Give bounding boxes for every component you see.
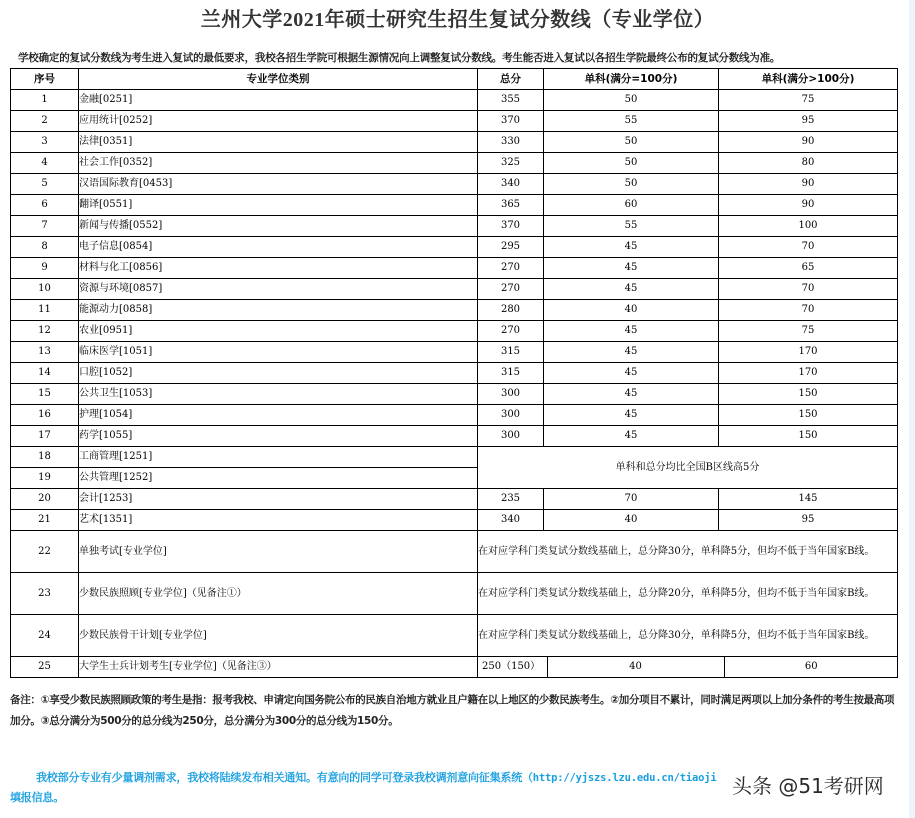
row-single-100: 45 — [544, 426, 719, 447]
row-total: 340 — [478, 510, 544, 531]
row-rule-note: 在对应学科门类复试分数线基础上，总分降20分，单科降5分，但均不低于当年国家B线。 — [478, 573, 898, 615]
row-no: 16 — [11, 405, 79, 426]
table-row — [11, 216, 898, 237]
row-no: 25 — [11, 657, 79, 678]
header-no: 序号 — [11, 69, 79, 90]
merged-note-cell: 单科和总分均比全国B区线高5分 — [478, 447, 898, 489]
table-row — [11, 258, 898, 279]
row-single-gt100: 170 — [719, 342, 898, 363]
row-category: 电子信息[0854] — [79, 237, 478, 258]
row-total: 270 — [478, 321, 544, 342]
row-single-gt100: 145 — [719, 489, 898, 510]
table-row — [11, 426, 898, 447]
row-no: 9 — [11, 258, 79, 279]
row-category: 少数民族照顾[专业学位]（见备注①） — [79, 573, 478, 615]
row-no: 18 — [11, 447, 79, 468]
row-single-100: 45 — [544, 321, 719, 342]
notice-tail: 填报信息。 — [10, 791, 64, 804]
row-no: 23 — [11, 573, 79, 615]
table-row — [11, 321, 898, 342]
row-no: 5 — [11, 174, 79, 195]
row-no: 17 — [11, 426, 79, 447]
row-single-gt100: 70 — [719, 237, 898, 258]
table-row — [11, 279, 898, 300]
row-total: 330 — [478, 132, 544, 153]
row-rule-note: 在对应学科门类复试分数线基础上，总分降30分，单科降5分，但均不低于当年国家B线。 — [478, 615, 898, 657]
row-category: 法律[0351] — [79, 132, 478, 153]
row-scores-group — [478, 657, 898, 678]
row-total: 250（150） — [482, 661, 541, 672]
row-category: 工商管理[1251] — [79, 447, 478, 468]
row-single-100: 45 — [544, 363, 719, 384]
row-total: 365 — [478, 195, 544, 216]
row-total: 300 — [478, 384, 544, 405]
row-category: 新闻与传播[0552] — [79, 216, 478, 237]
table-row — [11, 531, 898, 573]
row-single-gt100: 90 — [719, 174, 898, 195]
table-row — [11, 342, 898, 363]
row-no: 1 — [11, 90, 79, 111]
notice-text: 我校部分专业有少量调剂需求，我校将陆续发布相关通知。有意向的同学可登录我校调剂意向征集系统（ — [36, 771, 533, 784]
table-row — [11, 153, 898, 174]
row-single-gt100: 65 — [719, 258, 898, 279]
row-no: 20 — [11, 489, 79, 510]
row-single-100: 45 — [544, 279, 719, 300]
table-row — [11, 447, 898, 468]
row-no: 2 — [11, 111, 79, 132]
row-single-100: 50 — [544, 153, 719, 174]
row-single-100: 60 — [544, 195, 719, 216]
table-row — [11, 195, 898, 216]
row-total: 235 — [478, 489, 544, 510]
row-category: 临床医学[1051] — [79, 342, 478, 363]
row-category: 会计[1253] — [79, 489, 478, 510]
row-single-gt100: 100 — [719, 216, 898, 237]
row-total: 295 — [478, 237, 544, 258]
table-header-row — [11, 69, 898, 90]
row-no: 3 — [11, 132, 79, 153]
row-no: 11 — [11, 300, 79, 321]
row-no: 6 — [11, 195, 79, 216]
row-total: 325 — [478, 153, 544, 174]
table-row — [11, 573, 898, 615]
row-single-gt100: 75 — [719, 90, 898, 111]
header-category: 专业学位类别 — [79, 69, 478, 90]
row-total: 270 — [478, 279, 544, 300]
table-row — [11, 174, 898, 195]
row-single-100: 45 — [544, 342, 719, 363]
row-single-100: 45 — [544, 237, 719, 258]
table-row — [11, 363, 898, 384]
header-total: 总分 — [478, 69, 544, 90]
row-single-gt100: 60 — [724, 657, 898, 677]
notice-url-link[interactable]: http://yjszs.lzu.edu.cn/tiaoji — [532, 772, 717, 784]
table-row — [11, 237, 898, 258]
row-total: 280 — [478, 300, 544, 321]
row-single-gt100: 150 — [719, 426, 898, 447]
remarks-text: 备注：①享受少数民族照顾政策的考生是指：报考我校、申请定向国务院公布的民族自治地方就业且户籍在以上地区的少数民族考生。②加分项目不累计，同时满足两项以上加分条件的考生按最高项加分。③总分满分为500分的总分线为250分，总分满分为300分的总分线为150分。 — [10, 694, 895, 727]
row-single-gt100: 95 — [719, 510, 898, 531]
row-single-100: 50 — [544, 174, 719, 195]
row-single-100: 55 — [544, 216, 719, 237]
row-category: 公共管理[1252] — [79, 468, 478, 489]
row-single-100: 70 — [544, 489, 719, 510]
score-table — [10, 68, 898, 678]
row-no: 15 — [11, 384, 79, 405]
row-single-100: 55 — [544, 111, 719, 132]
row-single-gt100: 90 — [719, 132, 898, 153]
table-row — [11, 111, 898, 132]
watermark: 头条 @51考研网 — [732, 774, 884, 798]
row-single-gt100: 70 — [719, 300, 898, 321]
row-single-100: 45 — [544, 384, 719, 405]
row-single-gt100: 75 — [719, 321, 898, 342]
row-category: 材料与化工[0856] — [79, 258, 478, 279]
row-total: 270 — [478, 258, 544, 279]
row-category: 护理[1054] — [79, 405, 478, 426]
row-single-100: 45 — [544, 258, 719, 279]
row-category: 应用统计[0252] — [79, 111, 478, 132]
row-no: 14 — [11, 363, 79, 384]
row-category: 公共卫生[1053] — [79, 384, 478, 405]
row-no: 8 — [11, 237, 79, 258]
row-no: 22 — [11, 531, 79, 573]
row-single-100: 40 — [544, 510, 719, 531]
row-category: 艺术[1351] — [79, 510, 478, 531]
table-row — [11, 90, 898, 111]
header-single-100: 单科(满分=100分) — [544, 69, 719, 90]
table-row — [11, 657, 898, 678]
row-category: 能源动力[0858] — [79, 300, 478, 321]
row-no: 19 — [11, 468, 79, 489]
table-row — [11, 405, 898, 426]
table-row — [11, 510, 898, 531]
row-category: 农业[0951] — [79, 321, 478, 342]
row-no: 4 — [11, 153, 79, 174]
page-edge-strip — [909, 0, 915, 818]
row-category: 药学[1055] — [79, 426, 478, 447]
row-single-100: 45 — [544, 405, 719, 426]
row-single-gt100: 95 — [719, 111, 898, 132]
row-total: 300 — [478, 405, 544, 426]
row-single-gt100: 150 — [719, 405, 898, 426]
row-category: 翻译[0551] — [79, 195, 478, 216]
row-single-100: 50 — [544, 132, 719, 153]
row-total: 370 — [478, 111, 544, 132]
row-category: 少数民族骨干计划[专业学位] — [79, 615, 478, 657]
page-title: 兰州大学2021年硕士研究生招生复试分数线（专业学位） — [200, 9, 715, 31]
row-total: 315 — [478, 342, 544, 363]
row-single-100: 40 — [544, 300, 719, 321]
row-no: 13 — [11, 342, 79, 363]
row-no: 12 — [11, 321, 79, 342]
row-single-100: 50 — [544, 90, 719, 111]
row-single-gt100: 90 — [719, 195, 898, 216]
row-no: 24 — [11, 615, 79, 657]
row-category: 单独考试[专业学位] — [79, 531, 478, 573]
row-category: 社会工作[0352] — [79, 153, 478, 174]
row-single-gt100: 150 — [719, 384, 898, 405]
row-no: 7 — [11, 216, 79, 237]
table-row — [11, 300, 898, 321]
row-total: 370 — [478, 216, 544, 237]
row-total: 355 — [478, 90, 544, 111]
table-row — [11, 132, 898, 153]
row-single-100: 40 — [547, 657, 724, 677]
row-total: 340 — [478, 174, 544, 195]
row-single-gt100: 80 — [719, 153, 898, 174]
row-single-gt100: 70 — [719, 279, 898, 300]
row-total: 300 — [478, 426, 544, 447]
row-single-gt100: 170 — [719, 363, 898, 384]
row-no: 21 — [11, 510, 79, 531]
row-category: 金融[0251] — [79, 90, 478, 111]
row-category: 汉语国际教育[0453] — [79, 174, 478, 195]
table-row — [11, 615, 898, 657]
table-row — [11, 489, 898, 510]
row-total: 315 — [478, 363, 544, 384]
intro-text: 学校确定的复试分数线为考生进入复试的最低要求，我校各招生学院可根据生源情况向上调整复试分数线。考生能否进入复试以各招生学院最终公布的复试分数线为准。 — [18, 52, 781, 64]
table-row — [11, 384, 898, 405]
row-category: 资源与环境[0857] — [79, 279, 478, 300]
row-no: 10 — [11, 279, 79, 300]
row-category: 大学生士兵计划考生[专业学位]（见备注③） — [79, 657, 478, 678]
row-category: 口腔[1052] — [79, 363, 478, 384]
header-single-gt100: 单科(满分>100分) — [719, 69, 898, 90]
row-rule-note: 在对应学科门类复试分数线基础上，总分降30分，单科降5分，但均不低于当年国家B线。 — [478, 531, 898, 573]
